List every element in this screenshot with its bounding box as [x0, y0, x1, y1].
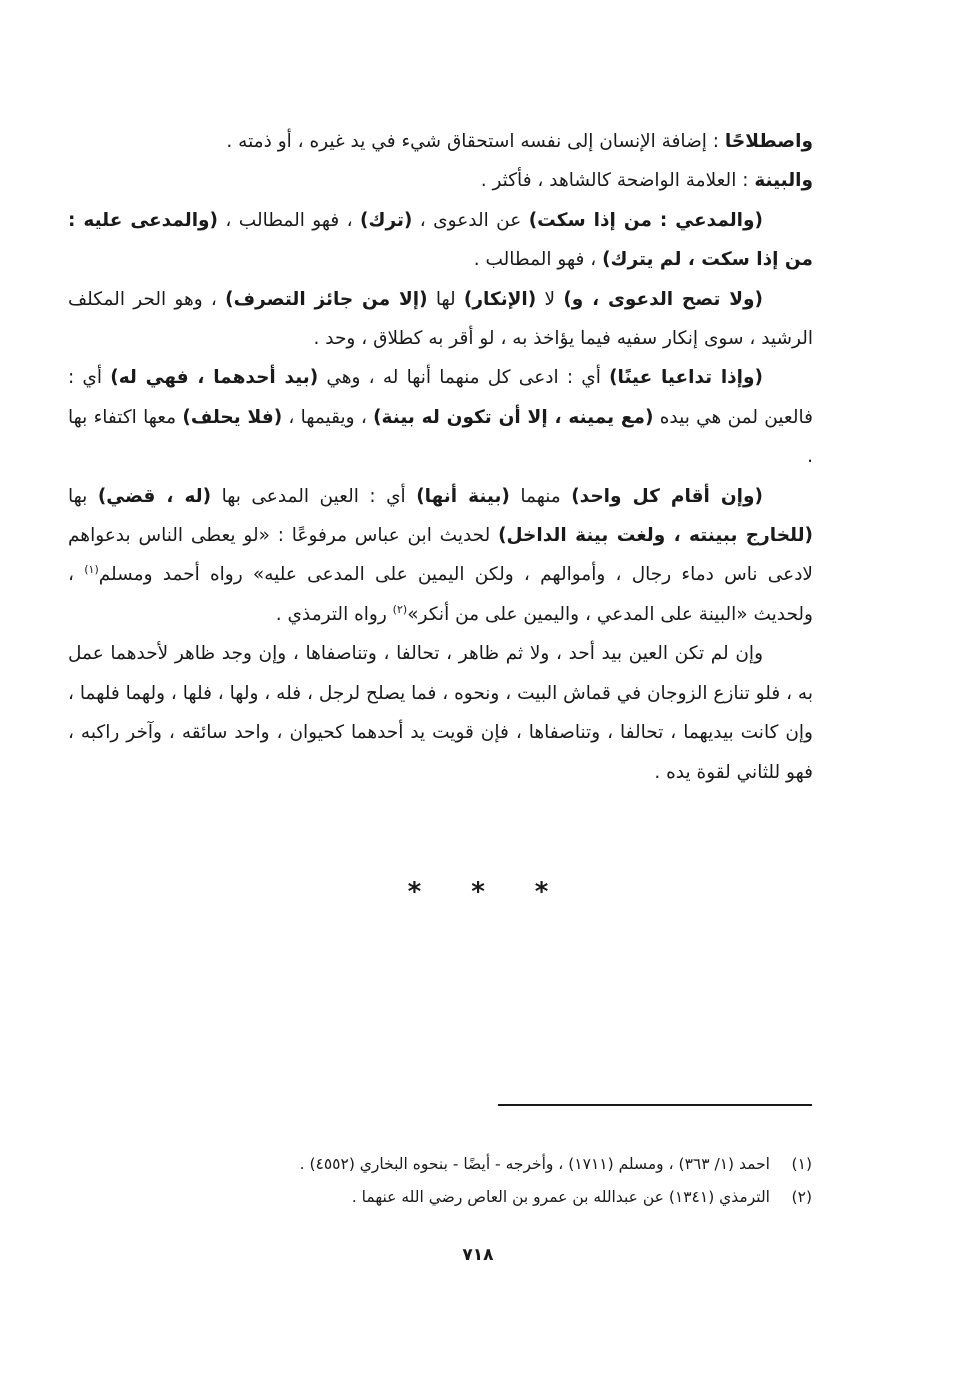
separator-star: *	[471, 877, 485, 907]
bold-term: (للخارج ببينته ، ولغت بينة الداخل)	[498, 525, 813, 547]
paragraph-p2	[68, 161, 813, 200]
text-run: أي : العين المدعى بها	[211, 485, 417, 507]
text-run: معها اكتفاء بها .	[68, 406, 813, 468]
paragraph-p7	[68, 634, 813, 792]
text-run: عن الدعوى ،	[412, 209, 529, 231]
bold-term: (وإذا تداعيا عينًا)	[609, 367, 763, 389]
footnote-number: (١)	[791, 1155, 812, 1173]
text-run: أي : ادعى كل منهما أنها له ، وهي	[318, 367, 610, 389]
text-run: أي : فالعين لمن هي بيده	[68, 367, 813, 428]
separator-star: *	[407, 877, 422, 907]
text-run: ، ويقيمها ،	[282, 406, 374, 428]
separator-star: *	[534, 877, 549, 907]
bold-term: (ولا تصح الدعوى ، و)	[563, 288, 763, 310]
text-run: ، وهو الحر المكلف الرشيد ، سوى إنكار سفيه فيما يؤاخذ به ، لو أقر به كطلاق ، وحد .	[68, 288, 813, 350]
text-run: : إضافة الإنسان إلى نفسه استحقاق شيء في يد غيره ، أو ذمته .	[226, 131, 725, 152]
page-number: ٧١٨	[462, 1245, 494, 1265]
footnote-text: الترمذي (١٣٤١) عن عبدالله بن عمرو بن العاص رضي الله عنهما .	[351, 1188, 770, 1206]
footnote-ref: (١)	[84, 563, 99, 577]
bold-term: (فلا يحلف)	[182, 406, 283, 428]
bold-term: (الإنكار)	[463, 288, 537, 310]
footnote-divider	[498, 1104, 812, 1106]
text-run: رواه الترمذي .	[275, 603, 393, 625]
text-run: لحديث ابن عباس مرفوعًا : «لو يعطى الناس بدعواهم لادعى ناس دماء رجال ، وأموالهم ، ولكن اليمين على المدعى عليه» رواه أحمد ومسلم	[68, 525, 813, 586]
bold-term: (والمدعي : من إذا سكت)	[528, 209, 763, 231]
bold-term: والبينة	[754, 170, 813, 192]
bold-term: (له ، قضي)	[97, 485, 212, 507]
paragraph-p3	[68, 201, 813, 280]
section-separator	[300, 872, 656, 912]
bold-term: (مع يمينه ، إلا أن تكون له بينة)	[373, 406, 654, 428]
text-run: وإن لم تكن العين بيد أحد ، ولا ثم ظاهر ، تحالفا ، وتناصفاها ، وإن وجد ظاهر لأحدهما عمل به ، فلو تنازع الزوجان في قماش البيت ، ونحوه ، فما يصلح لرجل ، فله ، ولها ، فلها ، ولهما فلهما ، وإن كانت بيديهما ، تحالفا ، وتناصفاها ، فإن قويت يد أحدهما كحيوان ، واحد سائقه ، وآخر راكبه ، فهو للثاني لقوة يده .	[68, 643, 813, 783]
bold-term: (بينة أنها)	[416, 485, 510, 507]
text-run: منهما	[509, 485, 572, 507]
paragraph-p5	[68, 358, 813, 476]
bold-term: (إلا من جائز التصرف)	[225, 288, 428, 310]
text-run: بها	[68, 485, 98, 507]
main-text	[68, 122, 813, 792]
footnote-number: (٢)	[791, 1188, 812, 1206]
bold-term: (والمدعى عليه : من إذا سكت ، لم يترك)	[68, 209, 813, 271]
text-run: ، فهو المطالب .	[473, 249, 603, 271]
bold-term: (وإن أقام كل واحد)	[571, 485, 763, 507]
bold-term: واصطلاحًا	[724, 131, 813, 152]
footnote-item	[160, 1148, 812, 1181]
text-run: ، ولحديث «البينة على المدعي ، واليمين على من أنكر»	[68, 564, 813, 625]
text-run: ، فهو المطالب ،	[218, 209, 361, 231]
footnote-text: احمد (١/ ٣٦٣) ، ومسلم (١٧١١) ، وأخرجه - أيضًا - بنحوه البخاري (٤٥٥٢) .	[299, 1155, 770, 1173]
text-run: : العلامة الواضحة كالشاهد ، فأكثر .	[480, 170, 755, 192]
text-run: لا	[536, 288, 564, 310]
paragraph-p6	[68, 477, 813, 635]
bold-term: (بيد أحدهما ، فهي له)	[110, 367, 319, 389]
footnote-item	[160, 1181, 812, 1214]
paragraph-p1	[68, 122, 813, 161]
footnotes	[160, 1148, 812, 1214]
footnote-ref: (٢)	[392, 602, 408, 616]
bold-term: (ترك)	[360, 209, 413, 231]
paragraph-p4	[68, 280, 813, 359]
text-run: لها	[427, 288, 464, 310]
